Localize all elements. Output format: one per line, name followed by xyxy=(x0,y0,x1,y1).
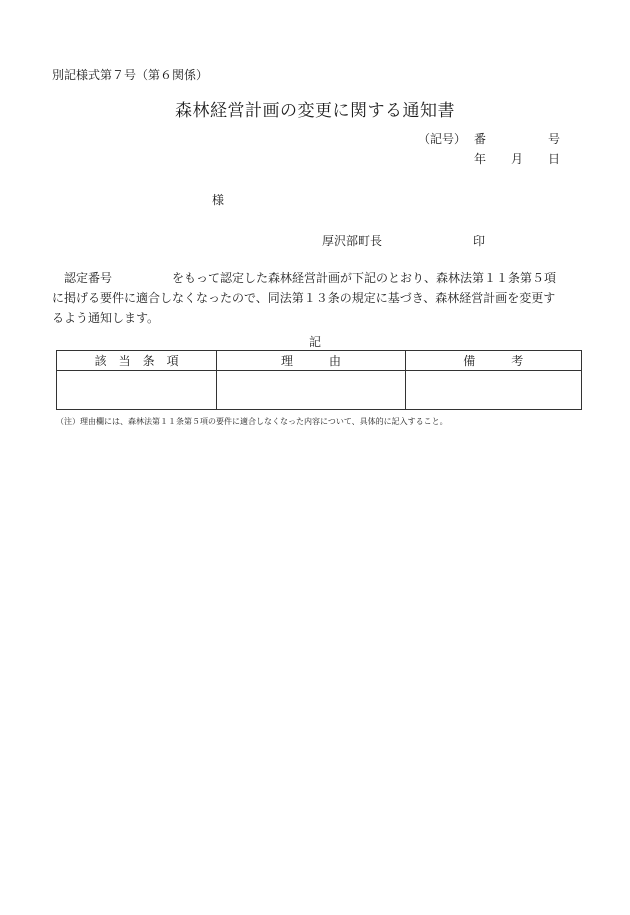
reference-number-label: 番 xyxy=(474,132,487,146)
reference-number-suffix: 号 xyxy=(548,132,561,146)
column-header-article: 該 当 条 項 xyxy=(57,351,217,371)
notice-body xyxy=(52,268,584,328)
ki-heading: 記 xyxy=(308,335,321,349)
document-title: 森林経営計画の変更に関する通知書 xyxy=(175,101,455,121)
column-header-reason: 理 由 xyxy=(217,351,405,371)
notice-body-line: るよう通知します。 xyxy=(52,311,160,325)
article-cell[interactable] xyxy=(57,371,217,410)
addressee-suffix: 様 xyxy=(212,193,225,207)
column-header-remarks: 備 考 xyxy=(405,351,581,371)
date-day-label: 日 xyxy=(548,152,561,166)
table-row xyxy=(57,371,582,410)
footnote: （注）理由欄には、森林法第１１条第５項の要件に適合しなくなった内容について、具体的に記入すること。 xyxy=(56,417,448,426)
date-month-label: 月 xyxy=(511,152,524,166)
detail-table xyxy=(56,350,582,410)
date-year-label: 年 xyxy=(474,152,487,166)
reference-symbol-label: （記号） xyxy=(418,132,467,146)
notice-body-line: に掲げる要件に適合しなくなったので、同法第１３条の規定に基づき、森林経営計画を変更す xyxy=(52,291,556,305)
seal-mark: 印 xyxy=(473,234,486,248)
form-number: 別記様式第７号（第６関係） xyxy=(52,68,209,82)
issuer-name: 厚沢部町長 xyxy=(322,234,383,248)
remarks-cell[interactable] xyxy=(405,371,581,410)
reason-cell[interactable] xyxy=(217,371,405,410)
table-header-row xyxy=(57,351,582,371)
notice-body-line: 認定番号 をもって認定した森林経営計画が下記のとおり、森林法第１１条第５項 xyxy=(64,271,557,285)
